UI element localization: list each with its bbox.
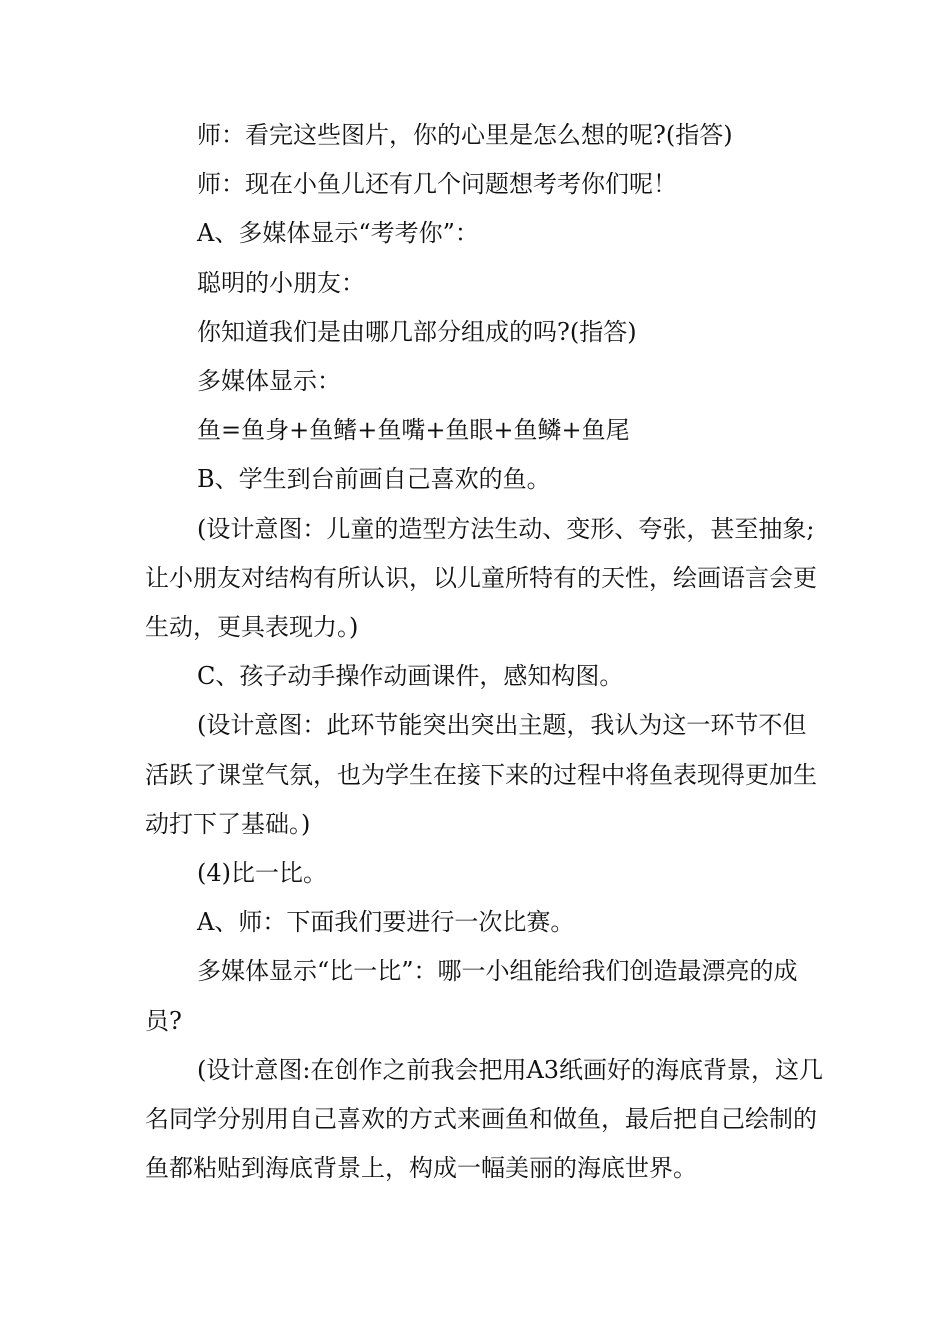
paragraph-multimedia-display: 多媒体显示：	[197, 367, 341, 396]
paragraph-multimedia-compare: 多媒体显示“比一比”：哪一小组能给我们创造最漂亮的成员?	[145, 957, 798, 1035]
paragraph-step-a: A、多媒体显示“考考你”：	[197, 219, 479, 248]
paragraph-greeting: 聪明的小朋友：	[197, 268, 365, 297]
paragraph-teacher-question-2: 师：现在小鱼儿还有几个问题想考考你们呢！	[197, 170, 677, 199]
paragraph-design-intent-3: (设计意图:在创作之前我会把用A3纸画好的海底背景，这几名同学分别用自己喜欢的方式来画鱼和做鱼，最后把自己绘制的鱼都粘贴到海底背景上，构成一幅美丽的海底世界。	[145, 1055, 824, 1183]
paragraph-question: 你知道我们是由哪几部分组成的吗?(指答)	[197, 317, 637, 346]
paragraph-design-intent-2: (设计意图：此环节能突出突出主题，我认为这一环节不但活跃了课堂气氛，也为学生在接下来的过程中将鱼表现得更加生动打下了基础。)	[145, 711, 817, 838]
paragraph-teacher-question-1: 师：看完这些图片，你的心里是怎么想的呢?(指答)	[197, 121, 733, 149]
document-body	[145, 111, 825, 1193]
paragraph-step-c: C、孩子动手操作动画课件，感知构图。	[197, 662, 624, 691]
paragraph-step-b: B、学生到台前画自己喜欢的鱼。	[197, 465, 551, 494]
paragraph-step-a-contest: A、师：下面我们要进行一次比赛。	[197, 908, 575, 937]
paragraph-design-intent-1: (设计意图：儿童的造型方法生动、变形、夸张，甚至抽象;让小朋友对结构有所认识，以儿童所特有的天性，绘画语言会更生动，更具表现力。)	[145, 514, 817, 642]
paragraph-section-compare: (4)比一比。	[197, 859, 327, 888]
paragraph-fish-formula: 鱼=鱼身+鱼鳍+鱼嘴+鱼眼+鱼鳞+鱼尾	[197, 416, 630, 445]
